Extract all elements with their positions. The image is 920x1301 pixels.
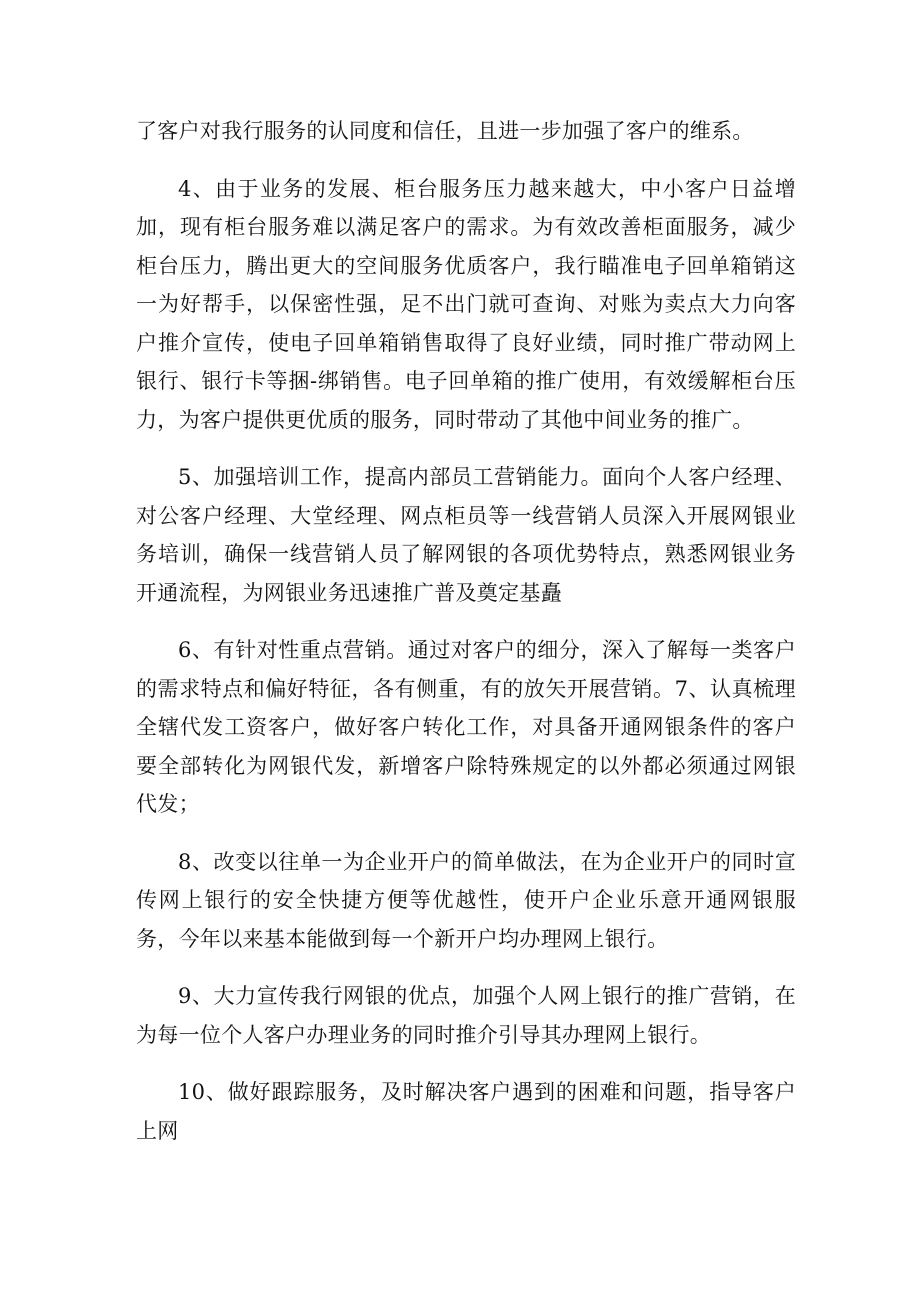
paragraph-item-4: 4、由于业务的发展、柜台服务压力越来越大，中小客户日益增加，现有柜台服务难以满足客户的需求。为有效改善柜面服务，减少柜台压力，腾出更大的空间服务优质客户，我行瞄准电子回单箱销这一为好帮手，以保密性强，足不出门就可查询、对账为卖点大力向客户推介宣传，使电子回单箱销售取得了良好业绩，同时推广带动网上银行、银行卡等捆-绑销售。电子回单箱的推广使用，有效缓解柜台压力，为客户提供更优质的服务，同时带动了其他中间业务的推广。: [136, 176, 796, 432]
paragraph-item-8: 8、改变以往单一为企业开户的简单做法，在为企业开户的同时宣传网上银行的安全快捷方便等优越性，使开户企业乐意开通网银服务，今年以来基本能做到每一个新开户均办理网上银行。: [136, 849, 796, 951]
document-body: [136, 112, 796, 1169]
paragraph-item-5: 5、加强培训工作，提高内部员工营销能力。面向个人客户经理、对公客户经理、大堂经理、网点柜员等一线营销人员深入开展网银业务培训，确保一线营销人员了解网银的各项优势特点，熟悉网银业务开通流程，为网银业务迅速推广普及奠定基矗: [136, 465, 796, 605]
paragraph-item-6: 6、有针对性重点营销。通过对客户的细分，深入了解每一类客户的需求特点和偏好特征，各有侧重，有的放矢开展营销。7、认真梳理全辖代发工资客户，做好客户转化工作，对具备开通网银条件的客户要全部转化为网银代发，新增客户除特殊规定的以外都必须通过网银代发；: [136, 638, 796, 816]
paragraph-item-9: 9、大力宣传我行网银的优点，加强个人网上银行的推广营销，在为每一位个人客户办理业务的同时推介引导其办理网上银行。: [136, 984, 796, 1047]
paragraph-item-10: 10、做好跟踪服务，及时解决客户遇到的困难和问题，指导客户上网: [136, 1080, 796, 1143]
paragraph-continuation: 了客户对我行服务的认同度和信任，且进一步加强了客户的维系。: [136, 119, 754, 143]
